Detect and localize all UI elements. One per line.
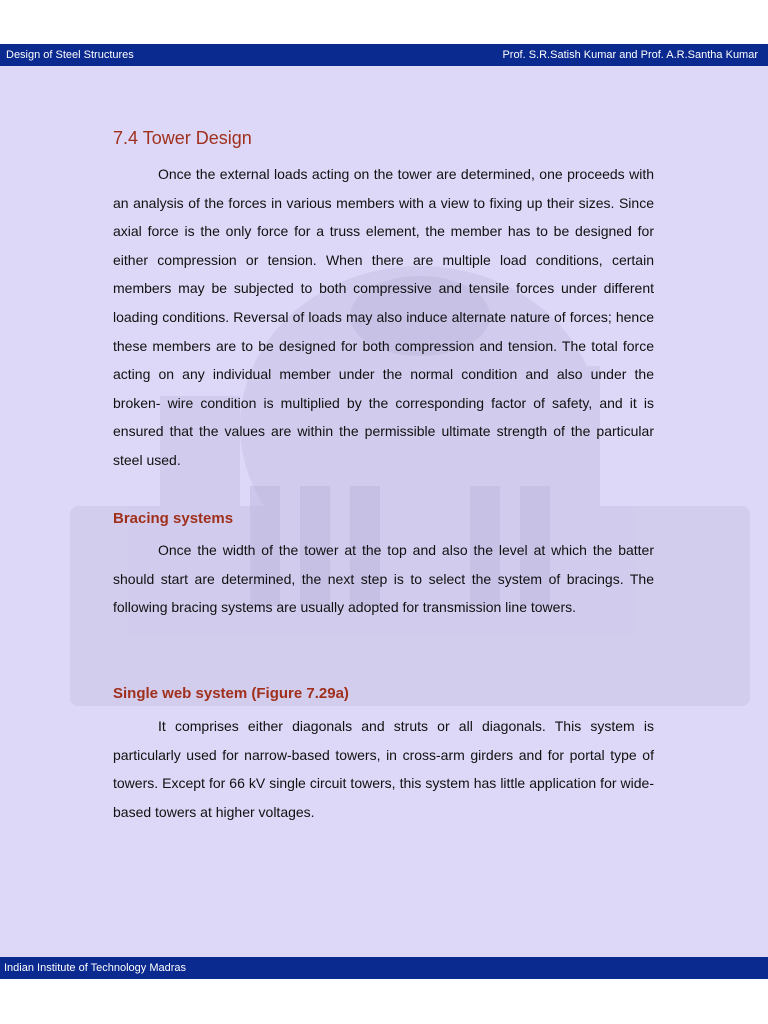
- header-bar: [0, 44, 768, 66]
- section-title: 7.4 Tower Design: [113, 128, 252, 148]
- bracing-systems-paragraph: Once the width of the tower at the top and also the level at which the batter should start are determined, the next step is to select the system of bracings. The following bracing systems are usually adopted for transmission line towers.: [113, 542, 654, 616]
- footer-bar: [0, 957, 768, 979]
- tower-design-paragraph: Once the external loads acting on the tower are determined, one proceeds with an analysis of the forces in various members with a view to fixing up their sizes. Since axial force is the only force for a truss element, the member has to be designed for either compression or tension. When there are multiple load conditions, certain members may be subjected to both compressive and tensile forces under different loading conditions. Reversal of loads may also induce alternate nature of forces; hence these members are to be designed for both compression and tension. The total force acting on any individual member under the normal condition and also under the broken- wire condition is multiplied by the corresponding factor of safety, and it is ensured that the values are within the permissible ultimate strength of the particular steel used.: [113, 166, 654, 468]
- page-area: [0, 66, 768, 957]
- single-web-paragraph: It comprises either diagonals and struts or all diagonals. This system is particularly used for narrow-based towers, in cross-arm girders and for portal type of towers. Except for 66 kV single circuit towers, this system has little application for wide-based towers at higher voltages.: [113, 718, 654, 820]
- institution: Indian Institute of Technology Madras: [4, 962, 187, 974]
- authors: Prof. S.R.Satish Kumar and Prof. A.R.Santha Kumar: [502, 49, 758, 61]
- single-web-title: Single web system (Figure 7.29a): [113, 685, 349, 702]
- course-title: Design of Steel Structures: [6, 49, 134, 61]
- bracing-systems-title: Bracing systems: [113, 510, 234, 527]
